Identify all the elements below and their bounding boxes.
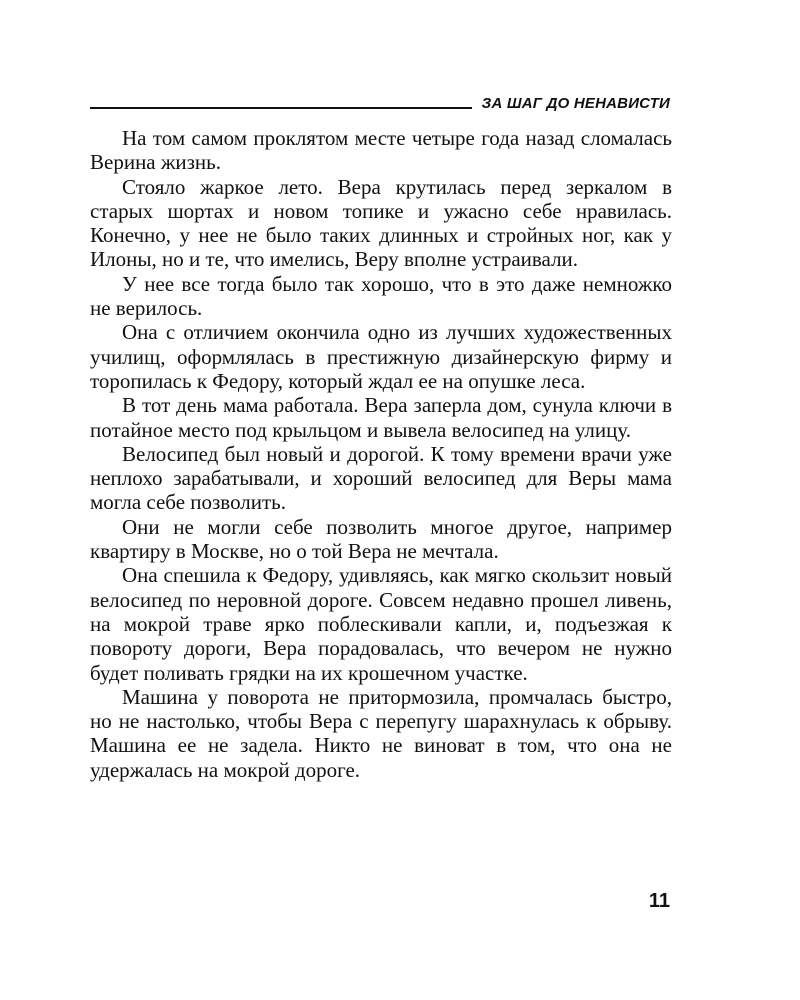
paragraph: У нее все тогда было так хорошо, что в это даже немножко не верилось. (90, 271, 672, 321)
page-number: 11 (648, 890, 670, 912)
paragraph: Машина у поворота не притормозила, промчалась быстро, но не настолько, чтобы Вера с перепугу шарахнулась к обрыву. Машина ее не задела. Никто не виноват в том, что она не удержалась на мокрой дороге. (90, 684, 672, 782)
header-title: ЗА ШАГ ДО НЕНАВИСТИ (481, 95, 670, 112)
paragraph: Стояло жаркое лето. Вера крутилась перед зеркалом в старых шортах и новом топике и ужасно себе нравилась. Конечно, у нее не было таких длинных и стройных ног, как у Илоны, но и те, что имелись, Веру вполне устраивали. (90, 174, 672, 272)
header-rule (90, 107, 472, 109)
paragraph: Она спешила к Федору, удивляясь, как мягко скользит новый велосипед по неровной дороге. Совсем недавно прошел ливень, на мокрой траве ярко поблескивали капли, и, подъезжая к повороту дороги, Вера порадовалась, что вечером не нужно будет поливать грядки на их крошечном участке. (90, 563, 672, 685)
paragraph: Они не могли себе позволить многое другое, например квартиру в Москве, но о той Вера не мечтала. (90, 514, 672, 564)
paragraph: Она с отличием окончила одно из лучших художественных училищ, оформлялась в престижную дизайнерскую фирму и торопилась к Федору, который ждал ее на опушке леса. (90, 320, 672, 393)
paragraph: Велосипед был новый и дорогой. К тому времени врачи уже неплохо зарабатывали, и хороший велосипед для Веры мама могла себе позволить. (90, 441, 672, 515)
running-header (90, 90, 670, 112)
paragraph: В тот день мама работала. Вера заперла дом, сунула ключи в потайное место под крыльцом и вывела велосипед на улицу. (90, 393, 672, 442)
body-text (90, 126, 672, 782)
paragraph: На том самом проклятом месте четыре года назад сломалась Верина жизнь. (90, 126, 672, 175)
